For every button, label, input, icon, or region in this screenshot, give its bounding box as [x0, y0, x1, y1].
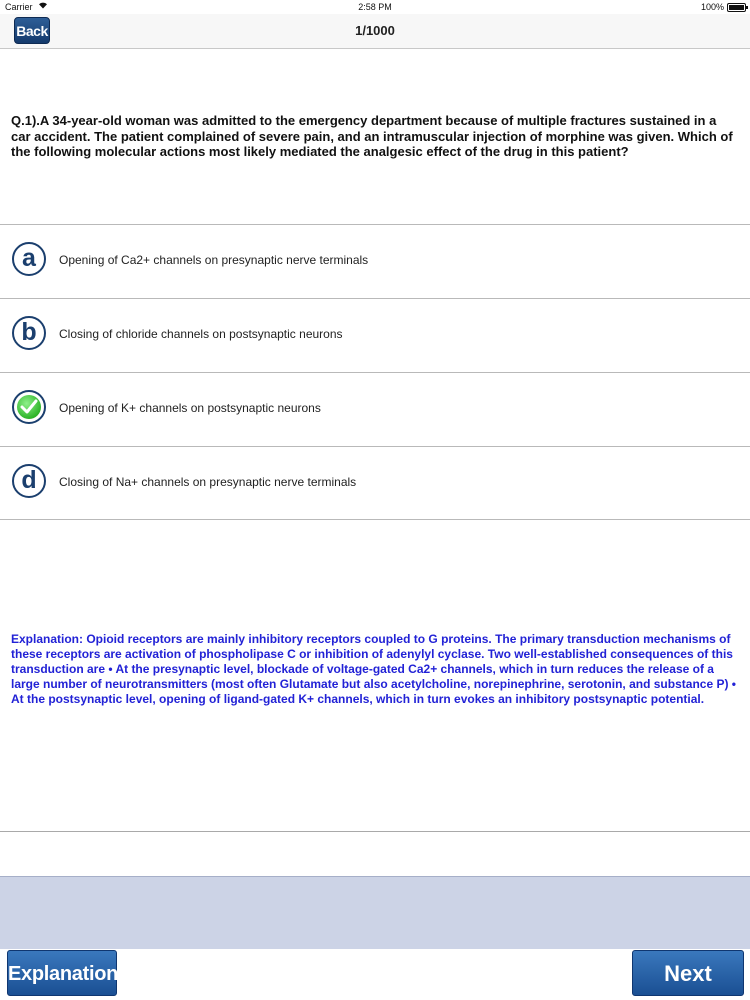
back-button[interactable]: Back [14, 17, 50, 44]
option-b-letter-icon: b [12, 316, 46, 350]
status-time: 2:58 PM [358, 2, 392, 12]
correct-check-icon [12, 390, 46, 424]
option-c-text: Opening of K+ channels on postsynaptic neurons [59, 401, 321, 415]
option-b-text: Closing of chloride channels on postsynaptic neurons [59, 327, 343, 341]
question-counter: 1/1000 [355, 23, 395, 38]
divider [0, 831, 750, 832]
question-text: Q.1).A 34-year-old woman was admitted to the emergency department because of multiple fractures sustained in a car accident. The patient complained of severe pain, and an intramuscular injection of morphine was given. Which of the following molecular actions most likely mediated the analgesic effect of the drug in this patient? [11, 113, 733, 159]
carrier-label: Carrier [5, 2, 33, 12]
option-d-letter-icon: d [12, 464, 46, 498]
explanation-text: Explanation: Opioid receptors are mainly inhibitory receptors coupled to G proteins. The primary transduction mechanisms of these receptors are activation of phospholipase C or inhibition of adenylyl cyclase. Two well-established consequences of this transduction are • At the presynaptic level, blockade of voltage-gated Ca2+ channels, which in turn reduces the release of a large number of neurotransmitters (most often Glutamate but also acetylcholine, norepinephrine, serotonin, and substance P) • At the postsynaptic level, opening of ligand-gated K+ channels, which in turn evokes an inhibitory postsynaptic potential. [11, 632, 736, 706]
option-b[interactable] [0, 298, 750, 371]
option-a[interactable] [0, 224, 750, 297]
battery-percent: 100% [700, 2, 724, 12]
option-a-letter-icon: a [12, 242, 46, 276]
option-d[interactable] [0, 446, 750, 520]
battery-icon [727, 3, 746, 12]
next-button[interactable]: Next [632, 950, 744, 996]
option-c[interactable] [0, 372, 750, 445]
option-a-text: Opening of Ca2+ channels on presynaptic nerve terminals [59, 253, 369, 267]
option-d-text: Closing of Na+ channels on presynaptic nerve terminals [59, 475, 357, 489]
status-bar [0, 0, 750, 14]
navigation-bar [0, 14, 750, 49]
explanation-button[interactable]: Explanation [7, 950, 117, 996]
ad-banner-area [0, 876, 750, 949]
